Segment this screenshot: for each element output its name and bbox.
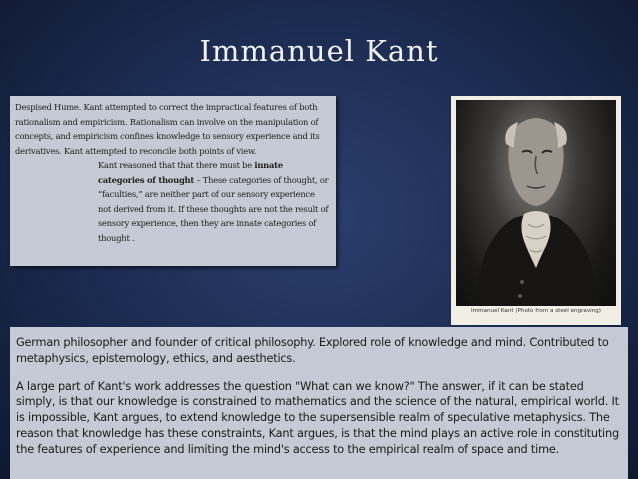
box1-paragraph-2-rest: – These categories of thought, or “faculties,” are neither part of our sensory experience not derived from it. If these thoughts are not the result of sensory experience, then they are innate categories of thought . bbox=[98, 174, 329, 243]
innate-categories-term: innate categories of thought bbox=[98, 160, 283, 185]
portrait-engraving-icon bbox=[456, 100, 616, 306]
slide-title: Immanuel Kant bbox=[199, 34, 439, 68]
kant-portrait-image bbox=[456, 100, 616, 306]
box1-paragraph-2-intro: Kant reasoned that that there must be bbox=[98, 160, 255, 170]
portrait-caption: Immanuel Kant (Photo from a steel engraving) bbox=[470, 308, 601, 314]
box2-paragraph-1: German philosopher and founder of critical philosophy. Explored role of knowledge and mind. Contributed to metaphysics, epistemology, ethics, and aesthetics. bbox=[16, 336, 609, 365]
text-box-biography bbox=[10, 327, 628, 479]
box1-paragraph-1: Despised Hume. Kant attempted to correct the impractical features of both rationalism and empiricism. Rationalism can involve on the manipulation of concepts, and empiricism confines knowledge to sensory experience and its derivatives. Kant attempted to reconcile both points of view. bbox=[15, 102, 320, 156]
text-box-hume bbox=[10, 96, 336, 266]
kant-portrait-frame bbox=[451, 96, 621, 325]
box2-paragraph-2: A large part of Kant's work addresses the question "What can we know?" The answer, if it can be stated simply, is that our knowledge is constrained to mathematics and the science of the natural, empirical world. It is impossible, Kant argues, to extend knowledge to the supersensible realm of speculative metaphysics. The reason that knowledge has these constraints, Kant argues, is that the mind plays an active role in constituting the features of experience and limiting the mind's access to the empirical realm of space and time. bbox=[16, 379, 619, 456]
box1-paragraph-2 bbox=[15, 158, 330, 245]
